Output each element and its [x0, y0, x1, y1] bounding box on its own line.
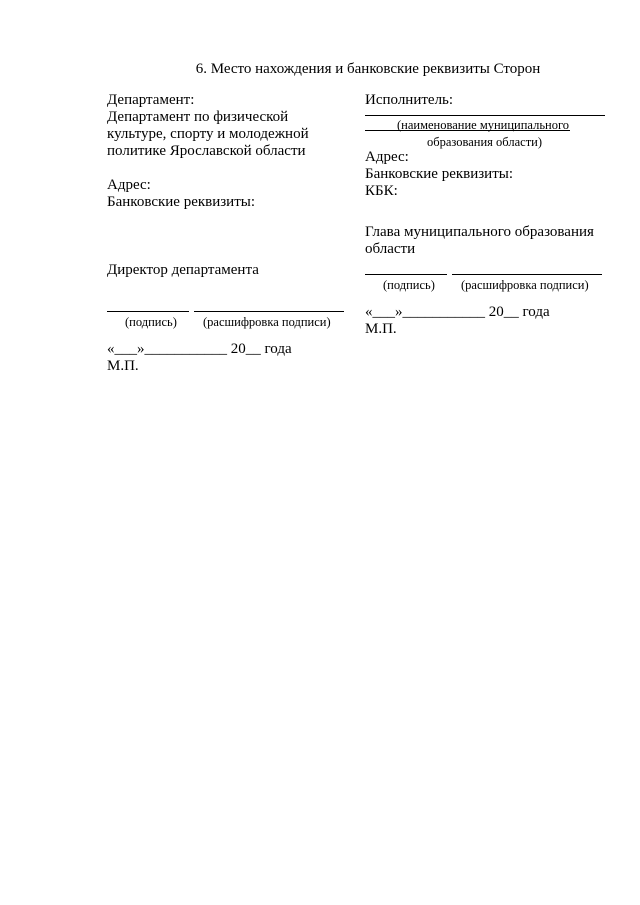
executor-label: Исполнитель:	[365, 92, 454, 108]
executor-address-label: Адрес:	[365, 149, 409, 165]
executor-seal: М.П.	[365, 321, 397, 337]
department-signature-line[interactable]	[107, 311, 189, 312]
executor-date-line: «___»___________ 20__ года	[365, 304, 550, 320]
department-signature-captions	[107, 313, 357, 329]
department-label: Департамент:	[107, 92, 195, 108]
department-position-title: Директор департамента	[107, 262, 259, 278]
department-date-line: «___»___________ 20__ года	[107, 341, 292, 357]
department-column	[107, 92, 357, 375]
department-name-line-2: культуре, спорту и молодежной	[107, 126, 309, 142]
executor-signature-captions	[365, 276, 615, 292]
department-decoding-line[interactable]	[194, 311, 344, 312]
department-signature-caption: (подпись)	[125, 315, 177, 329]
executor-bank-label: Банковские реквизиты:	[365, 166, 514, 182]
department-name-line-1: Департамент по физической	[107, 109, 289, 125]
department-name-line-3: политике Ярославской области	[107, 143, 306, 159]
executor-signature-line[interactable]	[365, 274, 447, 275]
executor-signature-row	[365, 260, 615, 276]
executor-column	[365, 92, 615, 338]
executor-decoding-line[interactable]	[452, 274, 602, 275]
department-address-label: Адрес:	[107, 177, 151, 193]
executor-name-caption-1: (наименование муниципального	[397, 118, 570, 132]
executor-position-title-line-1: Глава муниципального образования	[365, 224, 594, 240]
executor-decoding-caption: (расшифровка подписи)	[461, 278, 589, 292]
section-heading: 6. Место нахождения и банковские реквизиты Сторон	[195, 61, 541, 77]
executor-name-caption-2: образования области)	[427, 135, 543, 149]
department-bank-label: Банковские реквизиты:	[107, 194, 256, 210]
department-decoding-caption: (расшифровка подписи)	[203, 315, 331, 329]
department-seal: М.П.	[107, 358, 139, 374]
executor-position-title-line-2: области	[365, 241, 416, 257]
executor-signature-caption: (подпись)	[383, 278, 435, 292]
department-signature-row	[107, 297, 357, 313]
executor-kbk-label: КБК:	[365, 183, 398, 199]
